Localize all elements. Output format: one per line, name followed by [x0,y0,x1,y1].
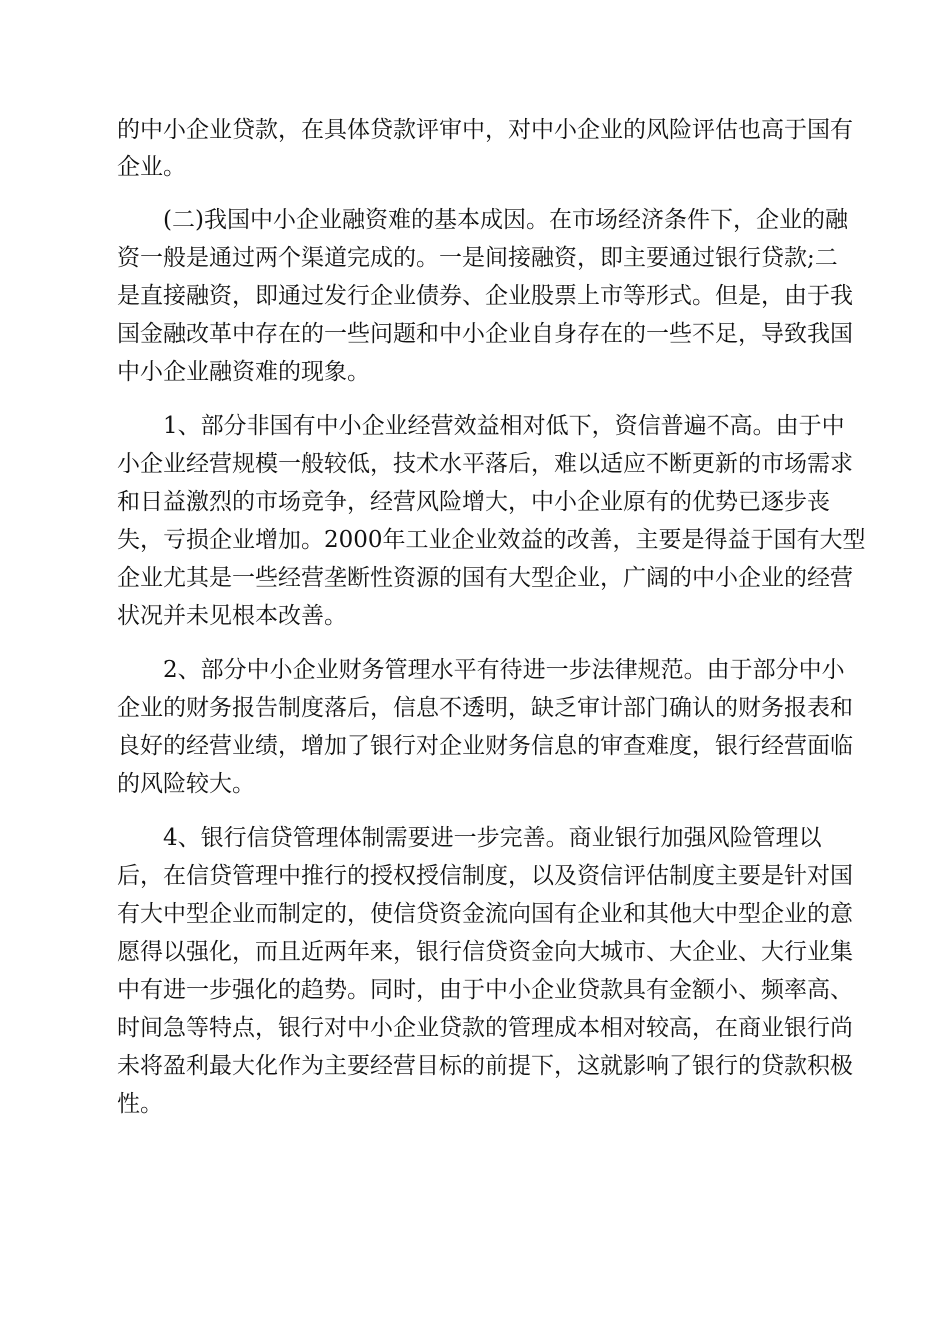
text-line: 未将盈利最大化作为主要经营目标的前提下，这就影响了银行的贷款积极 [117,1053,853,1079]
text-line: 小企业经营规模一般较低，技术水平落后，难以适应不断更新的市场需求 [117,451,853,477]
text-line: 状况并未见根本改善。 [117,603,347,629]
text-line: 企业。 [117,154,186,180]
text-line: 是直接融资，即通过发行企业债券、企业股票上市等形式。但是，由于我 [117,283,853,309]
text-line: 中小企业融资难的现象。 [117,359,370,385]
text-line: 愿得以强化，而且近两年来，银行信贷资金向大城市、大企业、大行业集 [117,939,853,965]
text-line: (二)我国中小企业融资难的基本成因。在市场经济条件下，企业的融 [117,207,848,233]
text-line: 企业尤其是一些经营垄断性资源的国有大型企业，广阔的中小企业的经营 [117,565,853,591]
text-line: 企业的财务报告制度落后，信息不透明，缺乏审计部门确认的财务报表和 [117,695,853,721]
text-line: 资一般是通过两个渠道完成的。一是间接融资，即主要通过银行贷款;二 [117,245,838,271]
text-line: 时间急等特点，银行对中小企业贷款的管理成本相对较高，在商业银行尚 [117,1015,853,1041]
text-line: 1、部分非国有中小企业经营效益相对低下，资信普遍不高。由于中 [117,413,845,439]
text-line: 的中小企业贷款，在具体贷款评审中，对中小企业的风险评估也高于国有 [117,117,853,143]
text-line: 失，亏损企业增加。2000年工业企业效益的改善，主要是得益于国有大型 [117,527,866,553]
text-line: 4、银行信贷管理体制需要进一步完善。商业银行加强风险管理以 [117,825,822,851]
text-line: 良好的经营业绩，增加了银行对企业财务信息的审查难度，银行经营面临 [117,733,853,759]
text-line: 性。 [117,1091,163,1117]
text-line: 国金融改革中存在的一些问题和中小企业自身存在的一些不足，导致我国 [117,321,853,347]
text-line: 和日益激烈的市场竞争，经营风险增大，中小企业原有的优势已逐步丧 [117,489,830,515]
text-line: 有大中型企业而制定的，使信贷资金流向国有企业和其他大中型企业的意 [117,901,853,927]
text-line: 中有进一步强化的趋势。同时，由于中小企业贷款具有金额小、频率高、 [117,977,853,1003]
text-line: 2、部分中小企业财务管理水平有待进一步法律规范。由于部分中小 [117,657,845,683]
text-line: 后，在信贷管理中推行的授权授信制度，以及资信评估制度主要是针对国 [117,863,853,889]
text-line: 的风险较大。 [117,771,255,797]
